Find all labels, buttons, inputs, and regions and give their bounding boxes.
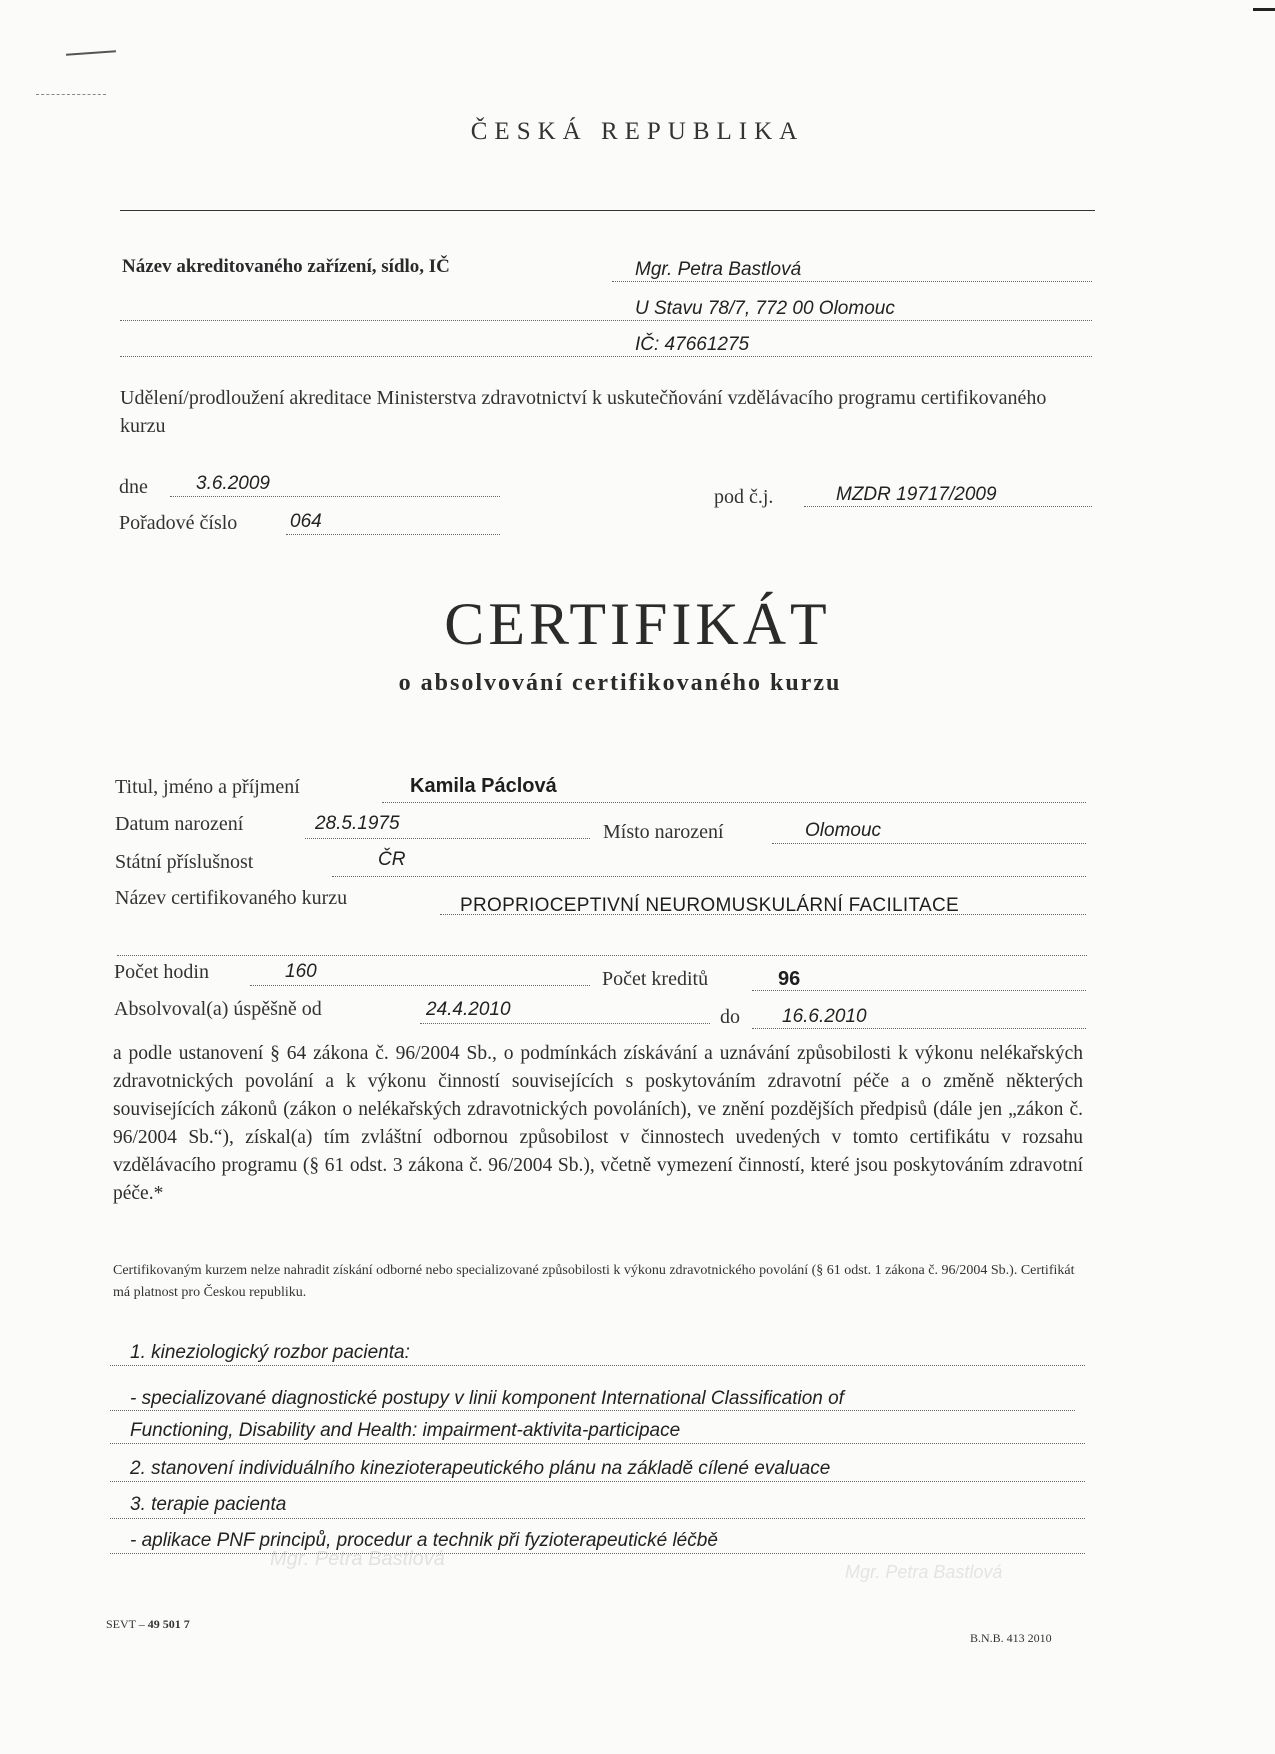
dotted-line <box>752 990 1086 991</box>
completed-from: 24.4.2010 <box>426 999 511 1020</box>
citizenship-label: Státní příslušnost <box>115 851 254 873</box>
legal-paragraph: a podle ustanovení § 64 zákona č. 96/2004 Sb., o podmínkách získávání a uznávání způsobilosti k výkonu nelékařských zdravotnických povolání a k výkonu činností souvisejících s poskytováním zdravotní péče a o změně některých souvisejících zákonů (zákon o nelékařských zdravotnických povoláních), ve znění pozdějších předpisů (dále jen „zákon č. 96/2004 Sb.“), získal(a) tím zvláštní odbornou způsobilost v činnostech uvedených v tomto certifikátu v rozsahu vzdělávacího programu (§ 61 odst. 3 zákona č. 96/2004 Sb.), včetně vymezení činností, které jsou poskytováním zdravotní péče.* <box>113 1043 1083 1204</box>
dotted-line <box>772 843 1086 844</box>
country-heading: ČESKÁ REPUBLIKA <box>470 118 805 145</box>
course-name-label: Název certifikovaného kurzu <box>115 887 348 909</box>
header-divider <box>120 210 1095 211</box>
birth-date-label: Datum narození <box>115 813 244 835</box>
completed-to: 16.6.2010 <box>782 1006 867 1027</box>
birth-place-label: Místo narození <box>603 821 724 843</box>
dotted-line <box>117 955 1087 956</box>
scan-mark <box>66 50 116 55</box>
dotted-line <box>110 1410 1075 1411</box>
dotted-line <box>110 1443 1085 1444</box>
credits-label: Počet kreditů <box>602 968 709 990</box>
scope-item: 1. kineziologický rozbor pacienta: <box>130 1342 410 1363</box>
dotted-line <box>804 506 1092 507</box>
dotted-line <box>286 534 500 535</box>
dotted-line <box>110 1365 1085 1366</box>
dotted-line <box>110 1481 1085 1482</box>
person-name: Kamila Páclová <box>410 775 557 797</box>
dotted-line <box>120 356 1092 357</box>
form-code-prefix: SEVT – <box>106 1617 145 1631</box>
scope-item: Functioning, Disability and Health: impairment-aktivita-participace <box>130 1420 681 1441</box>
accreditation-ref: MZDR 19717/2009 <box>836 484 997 505</box>
accreditation-date-label: dne <box>119 476 148 498</box>
accreditation-ref-label: pod č.j. <box>714 486 774 508</box>
dotted-line <box>250 985 590 986</box>
bleed-through-signature-right: Mgr. Petra Bastlová <box>845 1562 1003 1582</box>
name-label: Titul, jméno a příjmení <box>115 776 300 798</box>
accreditation-text: Udělení/prodloužení akreditace Ministerstva zdravotnictví k uskutečňování vzdělávacího programu certifikovaného kurzu <box>120 387 1047 437</box>
certificate-subtitle: o absolvování certifikovaného kurzu <box>398 670 842 696</box>
facility-label: Název akreditovaného zařízení, sídlo, IČ <box>122 256 450 277</box>
dotted-line <box>420 1023 710 1024</box>
scan-mark <box>1253 8 1275 11</box>
scope-item: - specializované diagnostické postupy v linii komponent International Classification of <box>130 1388 844 1409</box>
dotted-line <box>120 320 1092 321</box>
facility-name: Mgr. Petra Bastlová <box>635 259 802 280</box>
hours-label: Počet hodin <box>114 961 209 983</box>
scope-item: 3. terapie pacienta <box>130 1494 287 1515</box>
scope-item: - aplikace PNF principů, procedur a technik při fyzioterapeutické léčbě <box>130 1530 718 1551</box>
dotted-line <box>752 1028 1086 1029</box>
printer-code: B.N.B. 413 2010 <box>970 1631 1052 1645</box>
accreditation-date: 3.6.2009 <box>196 473 270 494</box>
dotted-line <box>110 1553 1085 1554</box>
dotted-line <box>382 802 1086 803</box>
hours: 160 <box>285 961 317 982</box>
certificate-title: CERTIFIKÁT <box>444 591 831 657</box>
dotted-line <box>305 838 590 839</box>
citizenship: ČR <box>378 849 406 870</box>
dotted-line <box>612 281 1092 282</box>
note-paragraph: Certifikovaným kurzem nelze nahradit získání odborné nebo specializované způsobilosti k výkonu zdravotnického povolání (§ 61 odst. 1 zákona č. 96/2004 Sb.). Certifikát má platnost pro Českou republiku. <box>113 1263 1075 1300</box>
facility-address: U Stavu 78/7, 772 00 Olomouc <box>635 298 895 319</box>
form-code-number: 49 501 7 <box>147 1617 190 1631</box>
dotted-line <box>332 876 1086 877</box>
scan-mark <box>36 94 106 96</box>
birth-place: Olomouc <box>805 820 882 841</box>
completed-from-label: Absolvoval(a) úspěšně od <box>114 998 322 1020</box>
completed-to-label: do <box>720 1006 740 1028</box>
dotted-line <box>110 1518 1085 1519</box>
scope-item: 2. stanovení individuálního kinezioterapeutického plánu na základě cílené evaluace <box>130 1458 831 1479</box>
order-number-label: Pořadové číslo <box>119 512 238 534</box>
dotted-line <box>170 496 500 497</box>
credits: 96 <box>778 968 801 990</box>
facility-ic: IČ: 47661275 <box>635 334 750 355</box>
form-code <box>106 1617 190 1632</box>
birth-date: 28.5.1975 <box>315 813 400 834</box>
bleed-through-signature-left: Mgr. Petra Bastlová <box>270 1548 445 1570</box>
course-name: PROPRIOCEPTIVNÍ NEUROMUSKULÁRNÍ FACILITACE <box>460 895 959 916</box>
order-number: 064 <box>290 511 322 532</box>
